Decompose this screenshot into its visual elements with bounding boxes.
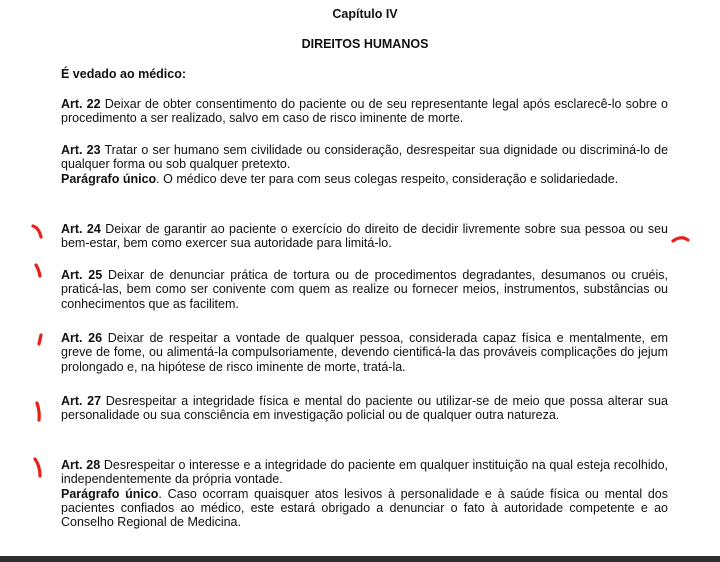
annotation-mark (670, 232, 692, 246)
annotation-mark (32, 400, 46, 424)
annotation-mark (32, 262, 46, 280)
annotation-mark (30, 224, 46, 240)
article-24 (61, 222, 668, 251)
article-label: Art. 25 (61, 268, 103, 282)
article-label: Art. 23 (61, 143, 101, 157)
intro-line: É vedado ao médico: (61, 67, 187, 81)
paragraph-label: Parágrafo único (61, 486, 159, 501)
article-26 (61, 331, 668, 374)
article-text: Deixar de obter consentimento do paciente ou de seu representante legal após esclarecê-lo sobre o procedimento a ser realizado, salvo em caso de risco iminente de morte. (61, 97, 668, 126)
article-label: Art. 28 (61, 458, 101, 472)
section-title: DIREITOS HUMANOS (301, 37, 429, 51)
article-25 (61, 268, 668, 311)
article-text: Desrespeitar a integridade física e mental do paciente ou utilizar-se de meio que possa alterar sua personalidade ou sua consciência em investigação policial ou de qualquer outra natureza. (61, 394, 668, 423)
article-text: Desrespeitar o interesse e a integridade do paciente em qualquer instituição na qual esteja recolhido, independentemente da própria vontade. (61, 458, 668, 487)
annotation-mark (34, 332, 46, 348)
article-text: Deixar de respeitar a vontade de qualquer pessoa, considerada capaz física e mentalmente, em greve de fome, ou alimentá-la compulsoriamente, devendo cientificá-la das prováveis complicações do jejum prolongado e, na hipótese de risco iminente de morte, tratá-la. (61, 331, 668, 374)
article-text: Deixar de denunciar prática de tortura ou de procedimentos degradantes, desumanos ou cruéis, praticá-las, bem como ser conivente com quem as realize ou fornecer meios, instrumentos, substâncias ou conhecimentos que as facilitem. (61, 268, 669, 311)
article-23 (61, 143, 668, 186)
article-label: Art. 27 (61, 394, 102, 408)
article-text: Tratar o ser humano sem civilidade ou consideração, desrespeitar sua dignidade ou discriminá-lo de qualquer forma ou sob qualquer pretexto. (61, 143, 669, 172)
viewer-bottom-bar (0, 556, 720, 562)
annotation-mark (31, 456, 45, 480)
paragraph-text: . O médico deve ter para com seus colegas respeito, consideração e solidariedade. (156, 171, 619, 186)
article-28 (61, 458, 668, 529)
article-text: Deixar de garantir ao paciente o exercício do direito de decidir livremente sobre sua pessoa ou seu bem-estar, bem como exercer sua autoridade para limitá-lo. (61, 222, 669, 251)
article-label: Art. 26 (61, 331, 103, 345)
paragraph-text: . Caso ocorram quaisquer atos lesivos à personalidade e à saúde física ou mental dos pacientes confiados ao médico, este estará obrigado a denunciar o fato à autoridade competente e ao Conselho Regional de Medicina. (61, 486, 668, 530)
article-label: Art. 24 (61, 222, 101, 236)
paragraph-label: Parágrafo único (61, 171, 157, 186)
article-27 (61, 394, 668, 423)
article-22 (61, 97, 668, 126)
article-label: Art. 22 (61, 97, 101, 111)
chapter-title: Capítulo IV (332, 7, 398, 21)
